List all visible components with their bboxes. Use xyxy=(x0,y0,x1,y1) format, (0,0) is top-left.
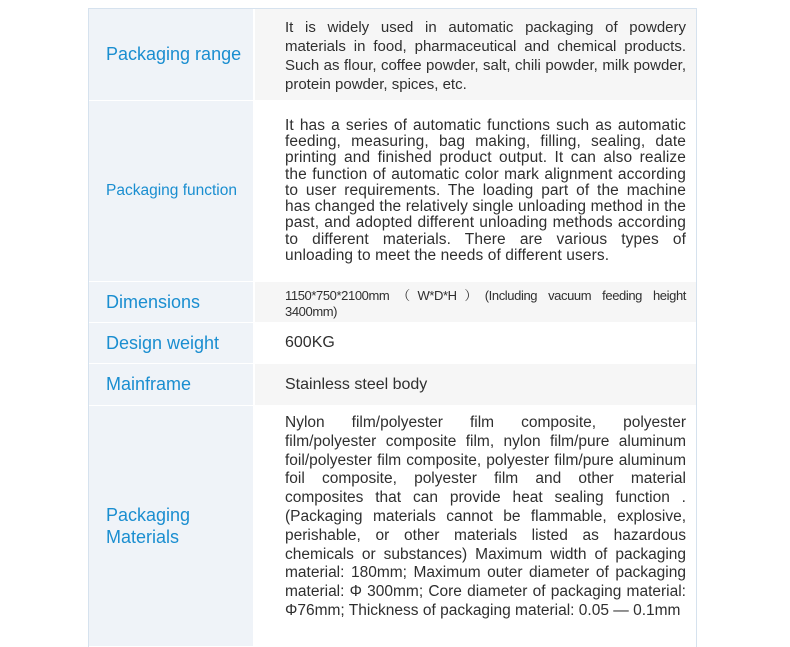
spec-value xyxy=(255,101,696,281)
spec-label-text: Design weight xyxy=(106,332,220,353)
spec-label-text: Packaging function xyxy=(106,182,237,199)
spec-value-text: It is widely used in automatic packaging of powdery materials in food, pharmaceutical and chemical products. Such as flour, coffee powder, salt, chili powder, milk powder, protein powder, spices, etc. xyxy=(285,18,686,93)
spec-value-text: 1150*750*2100mm（W*D*H）(Including vacuum feeding height 3400mm) xyxy=(285,288,686,319)
spec-row-mainframe xyxy=(89,364,696,406)
spec-value-text: Stainless steel body xyxy=(285,375,428,393)
spec-label-text: Packaging range xyxy=(106,44,242,64)
spec-value xyxy=(255,364,696,405)
spec-value xyxy=(255,323,696,363)
spec-row-design-weight xyxy=(89,323,696,364)
spec-label xyxy=(89,9,255,100)
spec-value-text: Nylon film/polyester film composite, polyester film/polyester composite film, nylon film/pure aluminum foil/polyester film composite, polyester film/pure aluminum foil composite, polyester film and other material composites that can provide heat sealing function . (Packaging materials cannot be flammable, explosive, perishable, or other materials listed as hazardous chemicals or substances) Maximum width of packaging material: 180mm; Maximum outer diameter of packaging material: Φ 300mm; Core diameter of packaging material: Φ76mm; Thickness of packaging material: 0.05 — 0.1mm xyxy=(285,414,686,619)
spec-label-text: Mainframe xyxy=(106,374,192,394)
spec-value xyxy=(255,9,696,100)
spec-row-packaging-materials xyxy=(89,406,696,647)
spec-label xyxy=(89,406,255,646)
spec-row-packaging-function xyxy=(89,101,696,282)
spec-label xyxy=(89,364,255,405)
spec-label xyxy=(89,323,255,363)
spec-row-dimensions xyxy=(89,282,696,323)
spec-label xyxy=(89,282,255,322)
spec-value xyxy=(255,406,696,646)
spec-row-packaging-range xyxy=(89,9,696,101)
spec-table xyxy=(88,8,697,647)
spec-value-text: It has a series of automatic functions such as automatic feeding, measuring, bag making, filling, sealing, date printing and finished product output. It can also realize the function of automatic color mark alignment according to user requirements. The loading part of the machine has changed the relatively single unloading method in the past, and adopted different unloading methods according to different materials. There are various types of unloading to meet the needs of different users. xyxy=(285,117,686,264)
spec-value xyxy=(255,282,696,322)
spec-label-text: Dimensions xyxy=(106,291,201,312)
spec-label-text: Packaging Materials xyxy=(106,505,191,547)
spec-label xyxy=(89,101,255,281)
spec-value-text: 600KG xyxy=(285,334,335,351)
